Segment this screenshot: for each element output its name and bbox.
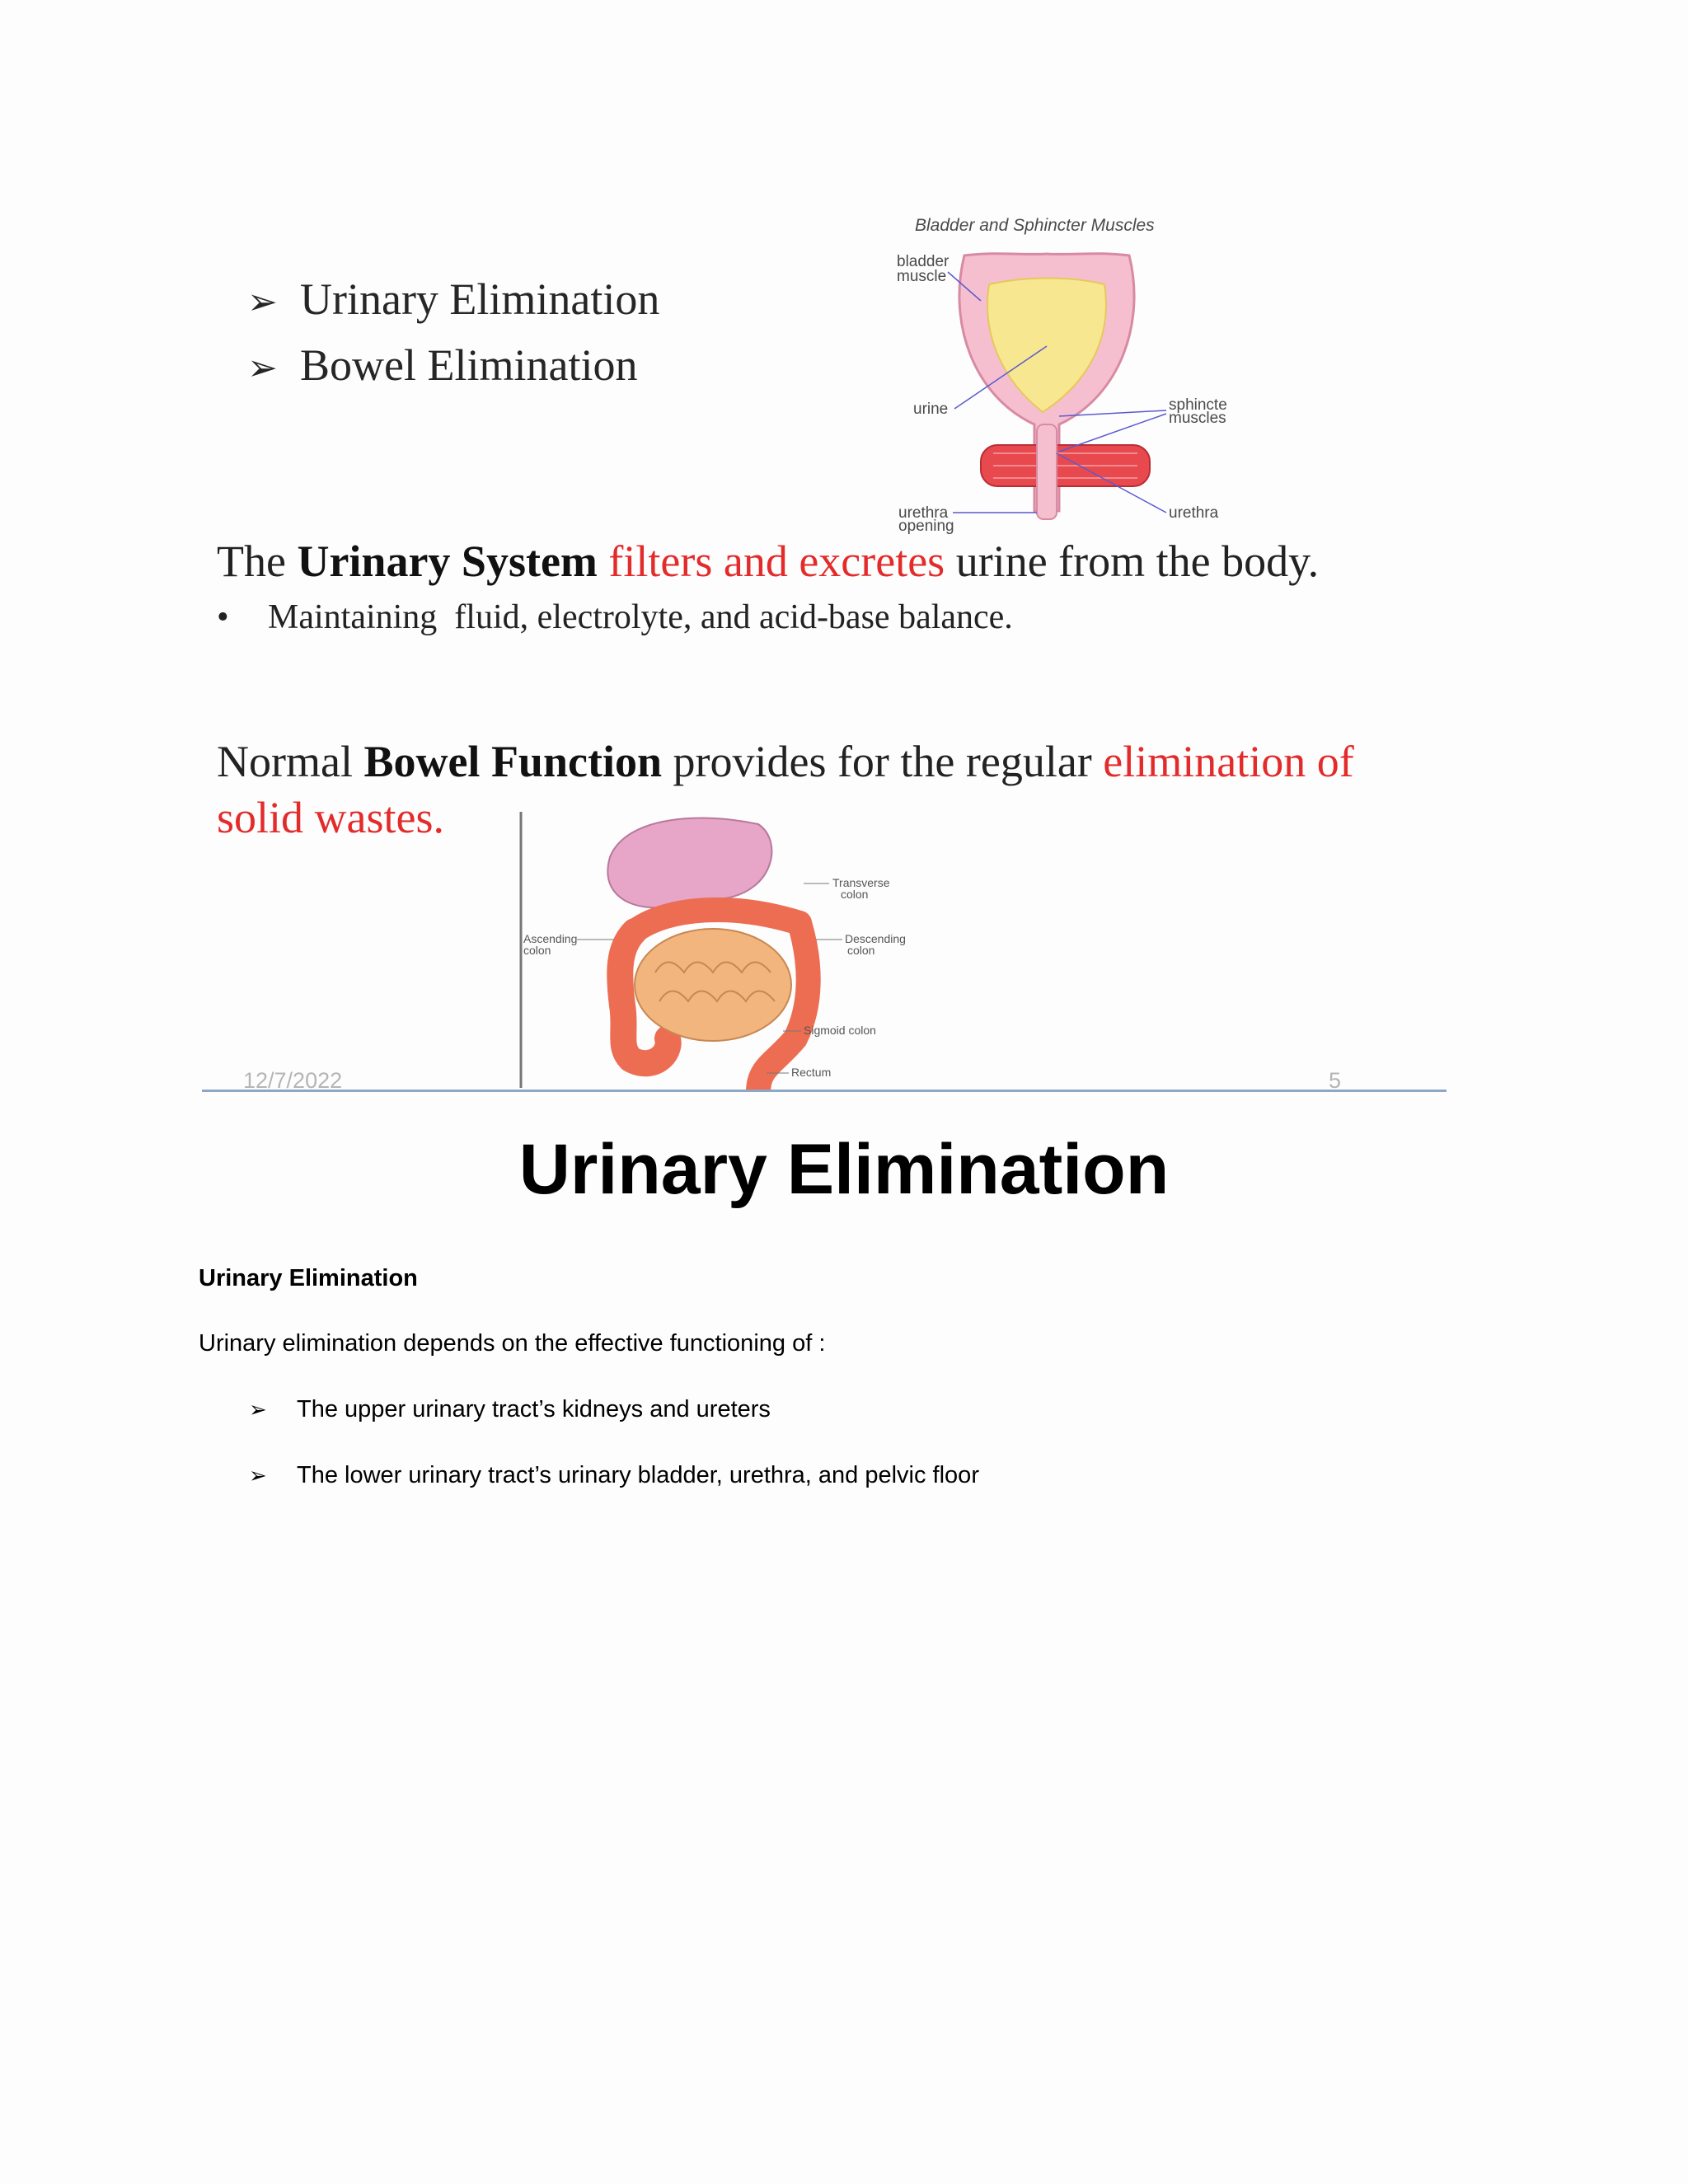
svg-text:Descending: Descending [845,932,906,945]
svg-text:Ascending: Ascending [523,932,578,945]
slide-page-number: 5 [1329,1068,1342,1093]
svg-text:Rectum: Rectum [791,1066,832,1079]
arrow-bullet-icon: ➢ [249,1398,267,1422]
svg-text:muscle: muscle [897,268,947,285]
svg-text:muscles: muscles [1169,410,1226,427]
urinary-bullet: • Maintaining fluid, electrolyte, and acid-base balance. [217,598,1013,636]
topic-item: ➢ Bowel Elimination [247,334,659,400]
slide-footer-divider [202,1090,1447,1092]
svg-text:colon: colon [523,944,551,957]
list-item: ➢ The lower urinary tract’s urinary bladder, urethra, and pelvic floor [249,1462,979,1488]
arrow-bullet-icon: ➢ [249,1464,267,1488]
svg-text:Transverse: Transverse [832,876,890,889]
svg-text:Sigmoid colon: Sigmoid colon [804,1024,876,1037]
urethra-shape [1037,424,1057,519]
arrow-bullet-icon: ➢ [247,347,278,389]
stomach-shape [607,818,771,908]
svg-text:urine: urine [913,401,949,418]
topic-item: ➢ Urinary Elimination [247,268,659,334]
urinary-system-sentence: The Urinary System filters and excretes urine from the body. [217,537,1320,586]
page-title: Urinary Elimination [518,1130,1170,1209]
section-subheading: Urinary Elimination [199,1265,418,1291]
small-intestine-shape [635,929,791,1041]
slide-topic-list [247,268,659,400]
bladder-figure-title: Bladder and Sphincter Muscles [915,216,1155,235]
arrow-bullet-icon: ➢ [247,281,278,323]
svg-text:bladder: bladder [897,253,950,270]
colon-diagram [511,808,956,1092]
svg-text:colon: colon [841,888,869,901]
svg-text:urethra: urethra [898,504,949,522]
svg-text:sphincte: sphincte [1169,396,1227,414]
bladder-sphincter-diagram [882,206,1245,544]
svg-text:colon: colon [847,944,875,957]
slide-date: 12/7/2022 [243,1068,343,1093]
bowel-function-sentence: Normal Bowel Function provides for the regular elimination of solid wastes. [217,737,1354,842]
intro-paragraph: Urinary elimination depends on the effective functioning of : [199,1330,826,1357]
bullet-dot-icon: • [217,598,229,636]
svg-text:opening: opening [898,518,954,535]
list-item: ➢ The upper urinary tract’s kidneys and ureters [249,1396,771,1422]
svg-text:urethra: urethra [1169,504,1219,522]
